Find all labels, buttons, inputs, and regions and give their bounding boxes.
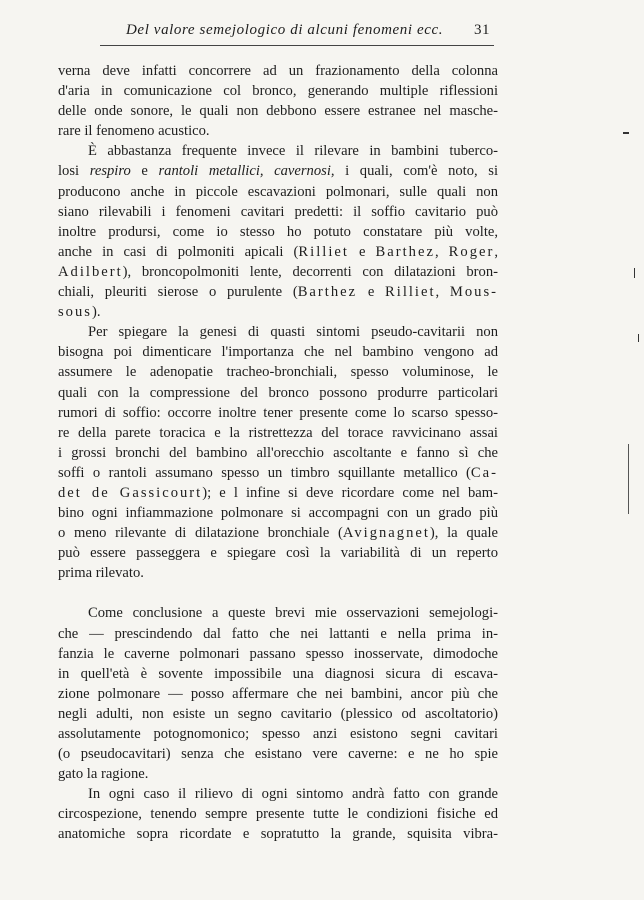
text-line: può essere passeggera e spiegare così la variabilità di un reperto bbox=[58, 545, 498, 562]
text-line: Per spiegare la genesi di quasti sintomi pseudo-cavitarii non bbox=[88, 324, 498, 341]
text-line: delle onde sonore, le quali non debbono essere estranee nel masche- bbox=[58, 103, 498, 120]
text-line: sous). bbox=[58, 304, 101, 321]
paragraph bbox=[58, 61, 498, 141]
paragraph bbox=[58, 784, 498, 844]
text-line: fanzia le caverne polmonari passano spesso inosservate, dimodoche bbox=[58, 645, 498, 662]
margin-mark bbox=[634, 268, 635, 278]
text-line: o meno rilevante di dilatazione bronchiale (Avignagnet), la quale bbox=[58, 525, 498, 542]
margin-mark bbox=[628, 444, 629, 514]
text-line: anche in casi di polmoniti apicali (Rilliet e Barthez, Roger, bbox=[58, 243, 498, 260]
text-line: det de Gassicourt); e l infine si deve ricordare come nel bam- bbox=[58, 484, 498, 501]
text-line: Come conclusione a queste brevi mie osservazioni semejologi- bbox=[88, 605, 498, 622]
body-text bbox=[58, 61, 498, 845]
header-rule bbox=[100, 45, 494, 46]
paragraph bbox=[58, 141, 498, 322]
margin-mark bbox=[623, 132, 629, 134]
text-line: anatomiche sopra ricordate e sopratutto la grande, squisita vibra- bbox=[58, 826, 498, 843]
text-line: losi respiro e rantoli metallici, cavernosi, i quali, com'è noto, si bbox=[58, 163, 498, 180]
text-line: bino ogni infiammazione polmonare si accompagni con un grado più bbox=[58, 505, 498, 522]
running-header bbox=[100, 22, 490, 44]
text-line: inoltre prodursi, come io stesso ho potuto constatare più volte, bbox=[58, 223, 498, 240]
text-line: producono anche in piccole escavazioni polmonari, sulle quali non bbox=[58, 183, 498, 200]
text-line: zione polmonare — posso affermare che nei bambini, ancor più che bbox=[58, 685, 498, 702]
text-line: È abbastanza frequente invece il rilevare in bambini tuberco- bbox=[88, 143, 498, 160]
text-line: in quell'età è sovente impossibile una diagnosi sicura di escava- bbox=[58, 665, 498, 682]
text-line: Adilbert), broncopolmoniti lente, decorrenti con dilatazioni bron- bbox=[58, 263, 498, 280]
text-line: soffi o rantoli assumano spesso un timbro squillante metallico (Ca- bbox=[58, 464, 498, 481]
text-line: rumori di soffio: occorre inoltre tener presente come lo scarso spesso- bbox=[58, 404, 498, 421]
text-line: assolutamente potognomonico; spesso anzi esistono segni cavitari bbox=[58, 726, 498, 742]
page-number: 31 bbox=[474, 22, 490, 38]
text-line: (o pseudocavitari) senza che esistano vere caverne: e ne ho spie bbox=[58, 746, 498, 763]
text-line: che — prescindendo dal fatto che nei lattanti e nella prima in- bbox=[58, 625, 498, 642]
paragraph bbox=[58, 603, 498, 784]
text-line: assumere le adenopatie tracheo-bronchiali, spesso voluminose, le bbox=[58, 364, 498, 381]
text-line: In ogni caso il rilievo di ogni sintomo andrà fatto con grande bbox=[88, 786, 498, 803]
text-line: bisogna poi dimenticare l'importanza che nel bambino vengono ad bbox=[58, 344, 498, 361]
text-line: re della parete toracica e la ristrettezza del torace ravvicinano assai bbox=[58, 424, 498, 441]
text-line: siano rilevabili i fenomeni cavitari predetti: il soffio cavitario può bbox=[58, 203, 498, 220]
running-title: Del valore semejologico di alcuni fenomeni ecc. bbox=[126, 22, 444, 38]
text-line: prima rilevato. bbox=[58, 565, 144, 582]
text-line: negli adulti, non esiste un segno cavitario (plessico od ascoltatorio) bbox=[58, 705, 498, 722]
text-line: quali con la compressione del bronco possono produrre particolari bbox=[58, 384, 498, 401]
text-line: verna deve infatti concorrere ad un frazionamento della colonna bbox=[58, 63, 498, 79]
text-line: d'aria in comunicazione col bronco, generando multiple riflessioni bbox=[58, 83, 498, 100]
text-line: gato la ragione. bbox=[58, 766, 149, 783]
paragraph bbox=[58, 322, 498, 583]
text-line: rare il fenomeno acustico. bbox=[58, 123, 210, 140]
text-line: circospezione, tenendo sempre presente tutte le condizioni fisiche ed bbox=[58, 806, 498, 823]
margin-mark bbox=[638, 334, 639, 342]
text-line: i grossi bronchi del bambino all'orecchio ascoltante e fanno sì che bbox=[58, 444, 498, 461]
text-line: chiali, pleuriti sierose o purulente (Barthez e Rilliet, Mous- bbox=[58, 284, 499, 301]
